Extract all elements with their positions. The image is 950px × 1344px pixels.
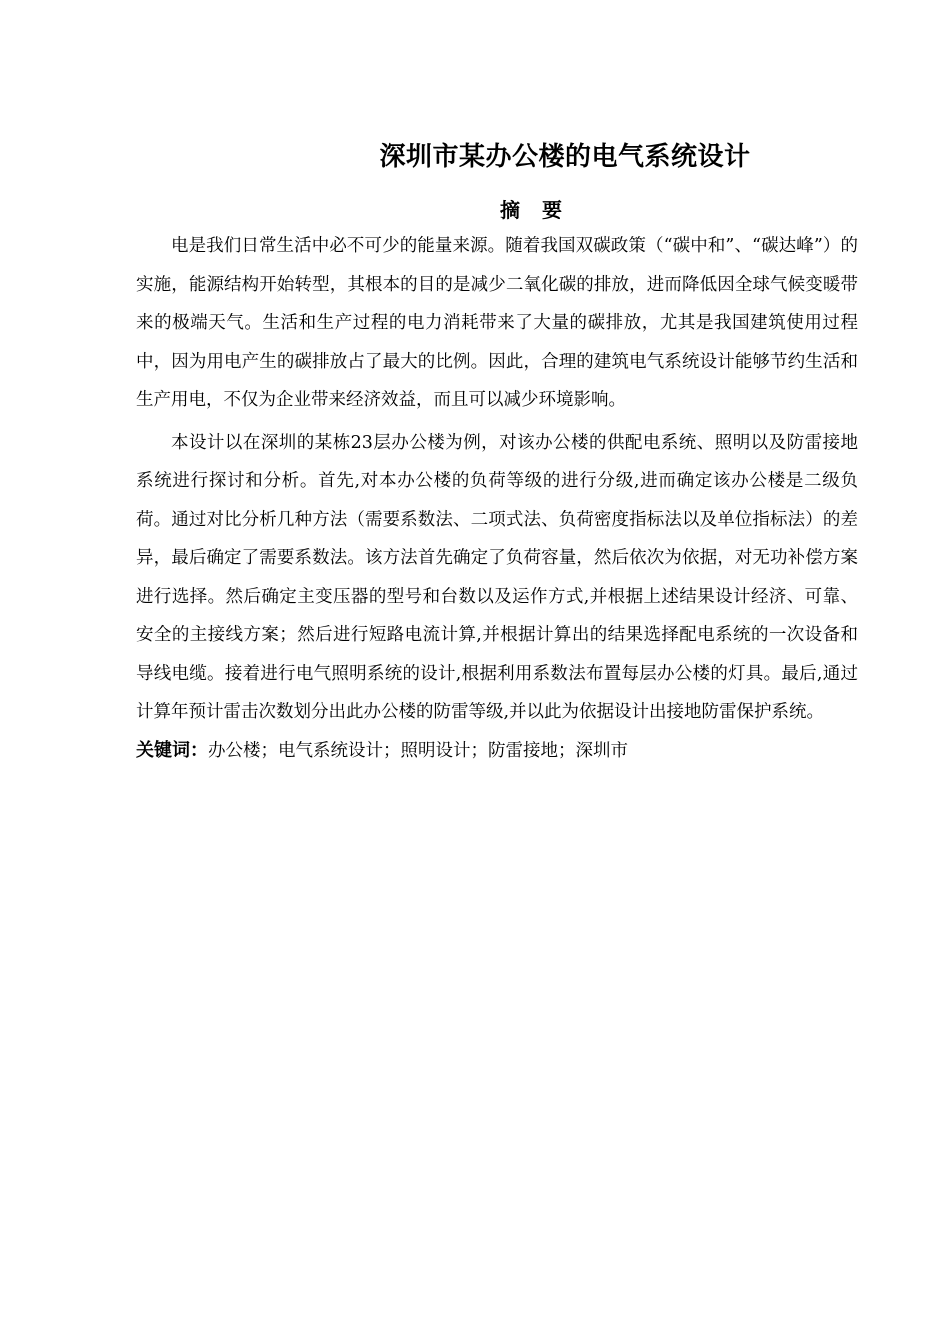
abstract-paragraph-2: 本设计以在深圳的某栋23层办公楼为例，对该办公楼的供配电系统、照明以及防雷接地系统进行探讨和分析。首先,对本办公楼的负荷等级的进行分级,进而确定该办公楼是二级负荷。通过对比分析几种方法（需要系数法、二项式法、负荷密度指标法以及单位指标法）的差异，最后确定了需要系数法。该方法首先确定了负荷容量，然后依次为依据，对无功补偿方案进行选择。然后确定主变压器的型号和台数以及运作方式,并根据上述结果设计经济、可靠、安全的主接线方案；然后进行短路电流计算,并根据计算出的结果选择配电系统的一次设备和导线电缆。接着进行电气照明系统的设计,根据利用系数法布置每层办公楼的灯具。最后,通过计算年预计雷击次数划分出此办公楼的防雷等级,并以此为依据设计出接地防雷保护系统。 — [136, 432, 858, 722]
document-title: 深圳市某办公楼的电气系统设计 — [379, 142, 751, 172]
keywords-line — [136, 732, 858, 770]
keywords-label: 关键词： — [136, 739, 208, 761]
abstract-heading: 摘要 — [500, 198, 584, 222]
document-page — [136, 135, 858, 770]
abstract-paragraph-1: 电是我们日常生活中必不可少的能量来源。随着我国双碳政策（“碳中和”、“碳达峰”）的实施，能源结构开始转型，其根本的目的是减少二氧化碳的排放，进而降低因全球气候变暖带来的极端天气。生活和生产过程的电力消耗带来了大量的碳排放，尤其是我国建筑使用过程中，因为用电产生的碳排放占了最大的比例。因此，合理的建筑电气系统设计能够节约生活和生产用电，不仅为企业带来经济效益，而且可以减少环境影响。 — [136, 236, 858, 410]
keywords-text: 办公楼；电气系统设计；照明设计；防雷接地；深圳市 — [208, 740, 628, 761]
